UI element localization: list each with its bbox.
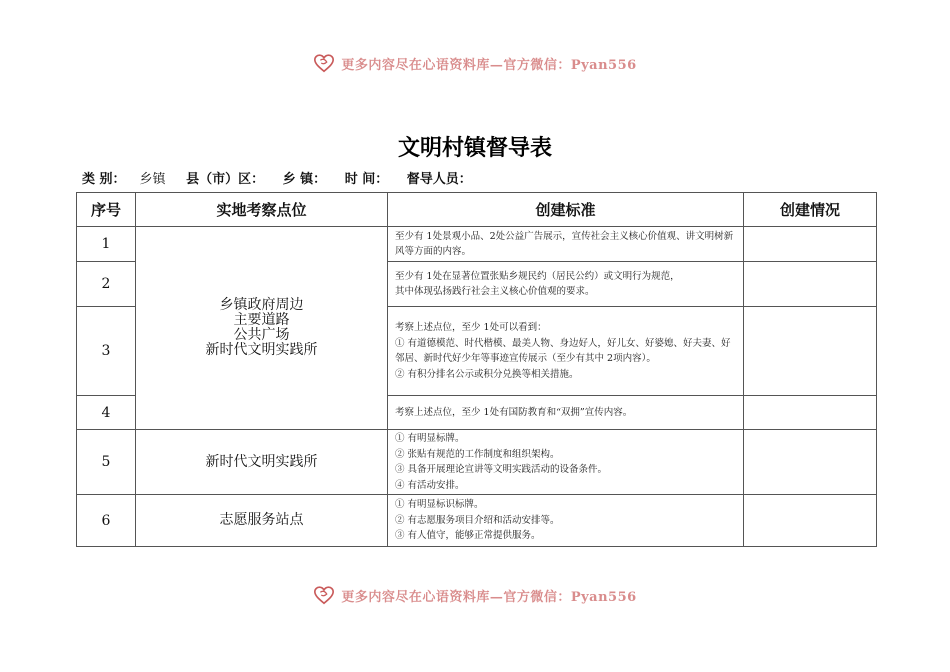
situation-cell[interactable]: [744, 495, 877, 547]
heart-logo-icon: [313, 584, 335, 606]
situation-cell[interactable]: [744, 227, 877, 262]
standard-line: ② 张贴有规范的工作制度和组织架构。: [395, 448, 560, 460]
location-line: 新时代文明实践所: [205, 342, 318, 358]
location-cell: 新时代文明实践所: [136, 430, 388, 495]
standard-cell: [388, 396, 744, 430]
supervision-table: [76, 192, 877, 547]
standard-line: 其中体现弘扬践行社会主义核心价值观的要求。: [395, 286, 595, 297]
table-header-row: [77, 193, 877, 227]
table-row: [77, 227, 877, 262]
header-standard: 创建标准: [388, 193, 744, 227]
standard-cell: [388, 227, 744, 262]
supervisor-label: 督导人员：: [406, 172, 472, 187]
standard-line: ① 有明显标牌。: [395, 433, 465, 444]
standard-line: ① 有明显标识标牌。: [395, 499, 484, 511]
header-situation: 创建情况: [744, 193, 877, 227]
location-cell: 志愿服务站点: [136, 495, 388, 547]
watermark-text: 更多内容尽在心语资料库—官方微信：Pyan556: [341, 57, 637, 73]
situation-cell[interactable]: [744, 262, 877, 307]
standard-line: 考察上述点位，至少 1处可以看到：: [395, 322, 547, 333]
table-row: [77, 495, 877, 547]
category-value: 乡镇: [139, 172, 166, 187]
meta-line: [82, 168, 486, 187]
location-line: 主要道路: [233, 312, 290, 328]
merged-location-cell: [136, 227, 388, 430]
row-index: 2: [77, 262, 136, 307]
heart-logo-icon: [313, 52, 335, 74]
standard-line: ② 有志愿服务项目介绍和活动安排等。: [395, 514, 560, 526]
standard-cell: [388, 495, 744, 547]
situation-cell[interactable]: [744, 307, 877, 396]
standard-line: ① 有道德模范、时代楷模、最美人物、身边好人，好儿女、好婆媳、好夫妻、好邻居、新时代好少年等事迹宣传展示（至少有其中 2项内容）。: [395, 337, 731, 364]
table-row: [77, 430, 877, 495]
situation-cell[interactable]: [744, 396, 877, 430]
row-index: 4: [77, 396, 136, 430]
standard-cell: [388, 262, 744, 307]
time-label: 时 间：: [344, 172, 389, 187]
situation-cell[interactable]: [744, 430, 877, 495]
row-index: 3: [77, 307, 136, 396]
standard-line: 至少有 1处在显著位置张贴乡规民约（居民公约）或文明行为规范，: [395, 270, 680, 282]
standard-line: 至少有 1处景观小品、2处公益广告展示，宣传社会主义核心价值观、讲文明树新风等方面的内容。: [395, 230, 734, 257]
county-label: 县（市）区：: [186, 172, 265, 187]
document-title: 文明村镇督导表: [397, 136, 552, 161]
standard-line: ③ 有人值守，能够正常提供服务。: [395, 530, 541, 542]
standard-line: ② 有积分排名公示或积分兑换等相关措施。: [395, 368, 579, 380]
row-index: 5: [77, 430, 136, 495]
standard-line: ③ 具备开展理论宣讲等文明实践活动的设备条件。: [395, 464, 608, 475]
watermark-bottom: [0, 584, 950, 606]
header-location: 实地考察点位: [136, 193, 388, 227]
town-label: 乡 镇：: [282, 172, 327, 187]
row-index: 1: [77, 227, 136, 262]
location-line: 公共广场: [233, 327, 290, 343]
standard-cell: [388, 430, 744, 495]
watermark-top: [0, 52, 950, 74]
location-line: 乡镇政府周边: [219, 297, 304, 313]
standard-cell: [388, 307, 744, 396]
standard-line: 考察上述点位，至少 1处有国防教育和“双拥”宣传内容。: [395, 406, 633, 418]
header-index: 序号: [77, 193, 136, 227]
category-label: 类 别： 乡镇: [82, 172, 166, 187]
watermark-text: 更多内容尽在心语资料库—官方微信：Pyan556: [341, 589, 637, 605]
standard-line: ④ 有活动安排。: [395, 479, 465, 491]
row-index: 6: [77, 495, 136, 547]
